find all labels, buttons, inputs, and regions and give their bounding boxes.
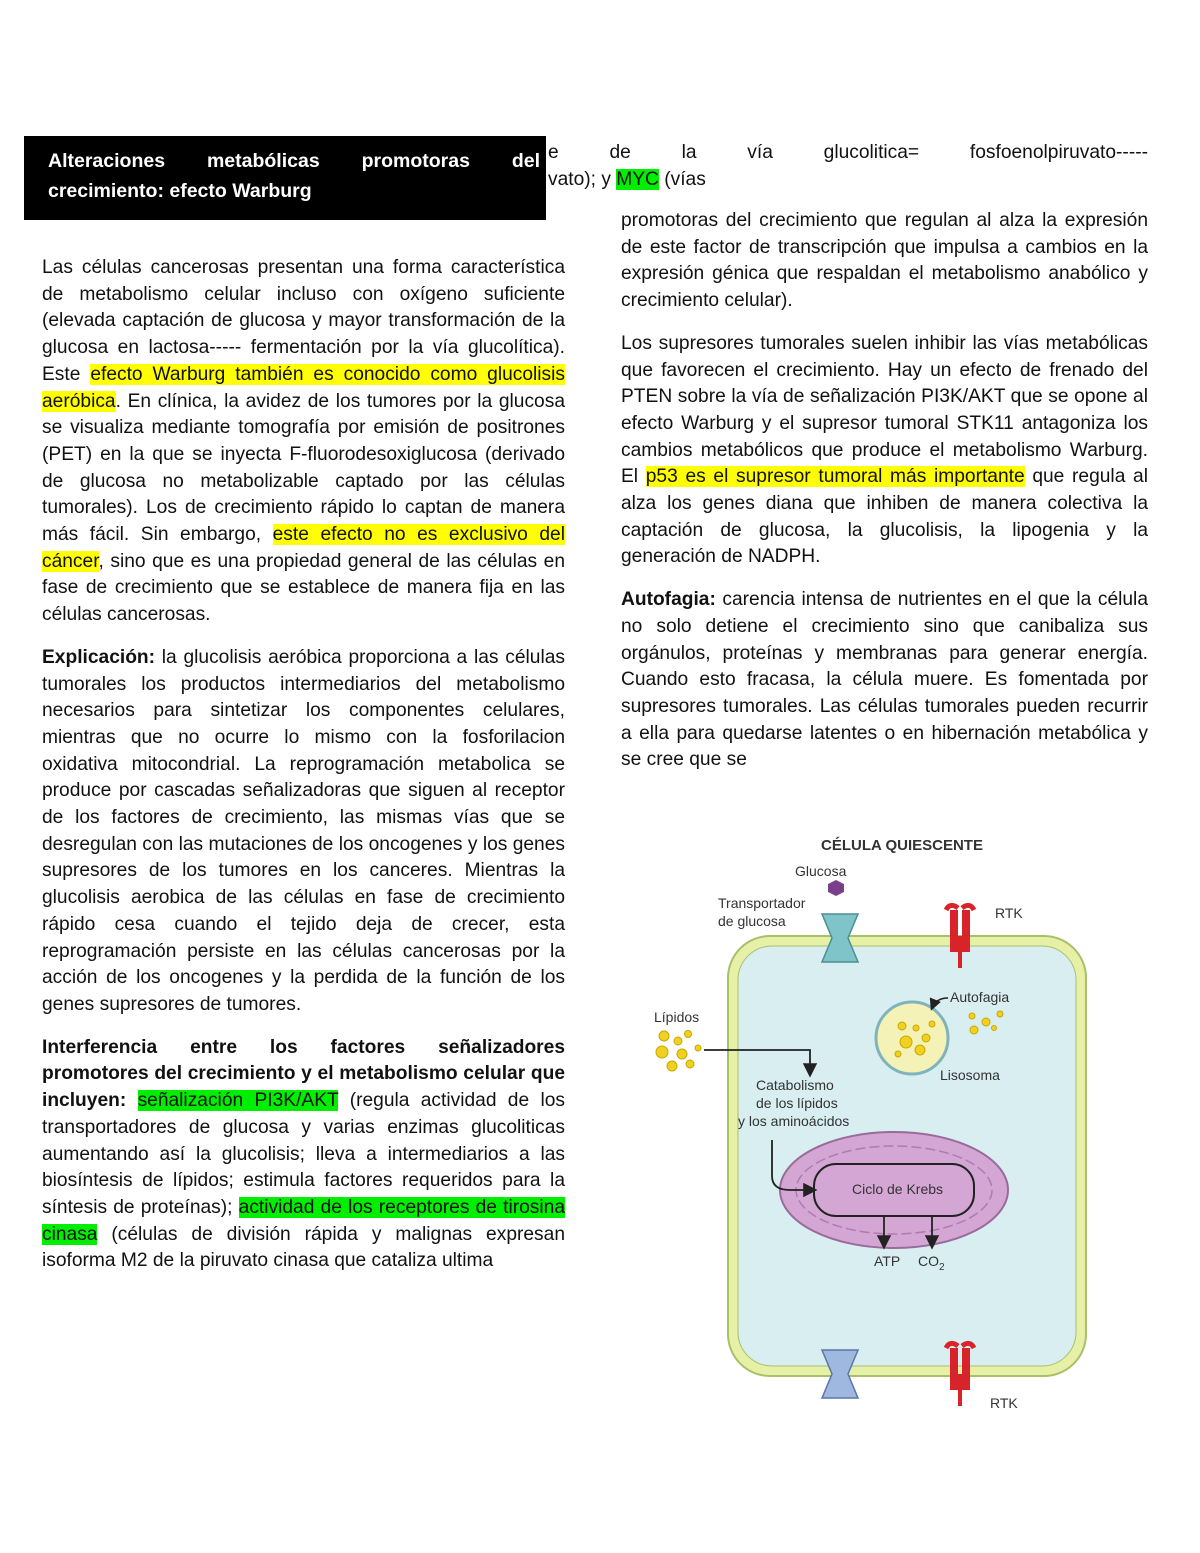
label-catabolismo-1: Catabolismo — [756, 1077, 834, 1093]
heading-interferencia: Interferencia entre los factores señalizadores promotores del crecimiento y el metabolismo celular que incluyen: — [42, 1036, 565, 1112]
paragraph-explicacion: Explicación: la glucolisis aeróbica proporciona a las células tumorales los productos intermediarios del metabolismo necesarios para sintetizar los componentes celulares, mientras que no ocurre lo mismo con la fosforilacion oxidativa mitocondrial. La reprogramación metabolica se produce por cascadas señalizadoras que siguen al receptor de los factores de crecimiento, las mismas vías que se desregulan con las mutaciones de los oncogenes y los genes supresores de los tumores en los canceres. Mientras la glucolisis aerobica de las células en fase de crecimiento rápido cesa cuando el tejido deja de crecer, esta reprogramación persiste en las células cancerosas por la acción de los oncogenes y la perdida de la función de los genes supresores de tumores. — [42, 646, 565, 1015]
top-fragment-line2: vato); y MYC (vías — [548, 168, 706, 190]
label-co2: $CO_2$ — [918, 1253, 945, 1273]
paragraph-supresores: Los supresores tumorales suelen inhibir las vías metabólicas que favorecen el crecimiento. Hay un efecto de frenado del PTEN sobre la vía de señalización PI3K/AKT que se opone al efecto Warburg y el supresor tumoral STK11 antagoniza los cambios metabólicos que produce el metabolismo Warburg. El p53 es el supresor tumoral más importante que regula al alza los genes diana que inhiben de manera colectiva la captación de glucosa, la glucolisis, la lipogenia y la generación de NADPH. — [621, 332, 1148, 568]
highlight-tirosina-cinasa: actividad de los receptores de tirosina cinasa — [42, 1196, 565, 1245]
section-title-line1: Alteraciones metabólicas promotoras del — [48, 150, 540, 172]
label-transportador-2: de glucosa — [718, 913, 786, 929]
label-rtk-top: RTK — [995, 905, 1023, 921]
left-column — [42, 255, 565, 1291]
glucose-molecule-icon — [828, 880, 844, 896]
label-ciclo-krebs: Ciclo de Krebs — [852, 1181, 944, 1197]
label-rtk-bottom: RTK — [990, 1395, 1018, 1411]
label-catabolismo-2: de los lípidos — [756, 1095, 838, 1111]
highlight-pi3k-akt: señalización PI3K/AKT — [137, 1090, 339, 1112]
paragraph-myc: promotoras del crecimiento que regulan al alza la expresión de este factor de transcripción que impulsa a cambios en la expresión génica que respaldan el metabolismo anabólico y crecimiento celular). — [621, 210, 1148, 312]
label-catabolismo-3: y los aminoácidos — [738, 1113, 850, 1129]
highlight-myc: MYC — [616, 168, 659, 190]
section-title-line2: crecimiento: efecto Warburg — [48, 180, 312, 202]
paragraph-interferencia: Interferencia entre los factores señalizadores promotores del crecimiento y el metabolismo celular que incluyen: señalización PI3K/AKT (regula actividad de los transportadores de glucosa y varias enzimas glucoliticas aumentando así la glucolisis; lleva a intermediarios a las biosíntesis de lípidos; estimula factores requeridos para la síntesis de proteínas); actividad de los receptores de tirosina cinasa (células de división rápida y malignas expresan isoforma M2 de la piruvato cinasa que cataliza ultima — [42, 1036, 565, 1272]
highlight-no-exclusivo: este efecto no es exclusivo del cáncer — [42, 524, 565, 572]
heading-autofagia: Autofagia: — [621, 589, 716, 611]
label-lisosoma: Lisosoma — [940, 1067, 1000, 1083]
top-fragment-line1: e de la vía glucolitica= fosfoenolpiruvato----- — [548, 142, 1148, 163]
label-transportador-1: Transportador — [718, 895, 806, 911]
heading-explicacion: Explicación: — [42, 646, 156, 668]
right-column — [621, 208, 1148, 790]
section-title-box — [24, 136, 546, 220]
quiescent-cell-diagram — [640, 828, 1140, 1423]
paragraph-warburg: Las células cancerosas presentan una forma característica de metabolismo celular incluso con oxígeno suficiente (elevada captación de glucosa y mayor transformación de la glucosa en lactosa----- fermentación por la vía glucolítica). Este efecto Warburg también es conocido como glucolisis aeróbica. En clínica, la avidez de los tumores por la glucosa se visualiza mediante tomografía por emisión de positrones (PET) en la que se inyecta F-fluorodesoxiglucosa (derivado de glucosa no metabolizable captado por las células tumorales). Los de crecimiento rápido lo captan de manera más fácil. Sin embargo, este efecto no es exclusivo del cáncer, sino que es una propiedad general de las células en fase de crecimiento que se establece de manera fija en las células cancerosas. — [42, 257, 565, 626]
label-autofagia: Autofagia — [950, 989, 1010, 1005]
lipid-droplets-icon — [656, 1031, 701, 1072]
highlight-p53: p53 es el supresor tumoral más importante — [645, 466, 1025, 488]
top-fragment — [548, 140, 1148, 193]
label-atp: ATP — [874, 1253, 901, 1269]
label-lipidos: Lípidos — [654, 1009, 700, 1025]
highlight-glucolisis-aerobica: efecto Warburg también es conocido como glucolisis aeróbica — [42, 363, 565, 412]
label-glucosa: Glucosa — [795, 863, 847, 879]
paragraph-autofagia: Autofagia: carencia intensa de nutrientes en el que la célula no solo detiene el crecimiento sino que canibaliza sus orgánulos, proteínas y membranas para generar energía. Cuando esto fracasa, la célula muere. Es fomentada por supresores tumorales. Las células tumorales pueden recurrir a ella para quedarse latentes o en hibernación metabólica y se cree que se — [621, 589, 1148, 771]
diagram-title: CÉLULA QUIESCENTE — [821, 837, 983, 854]
lysosome — [876, 1002, 948, 1074]
